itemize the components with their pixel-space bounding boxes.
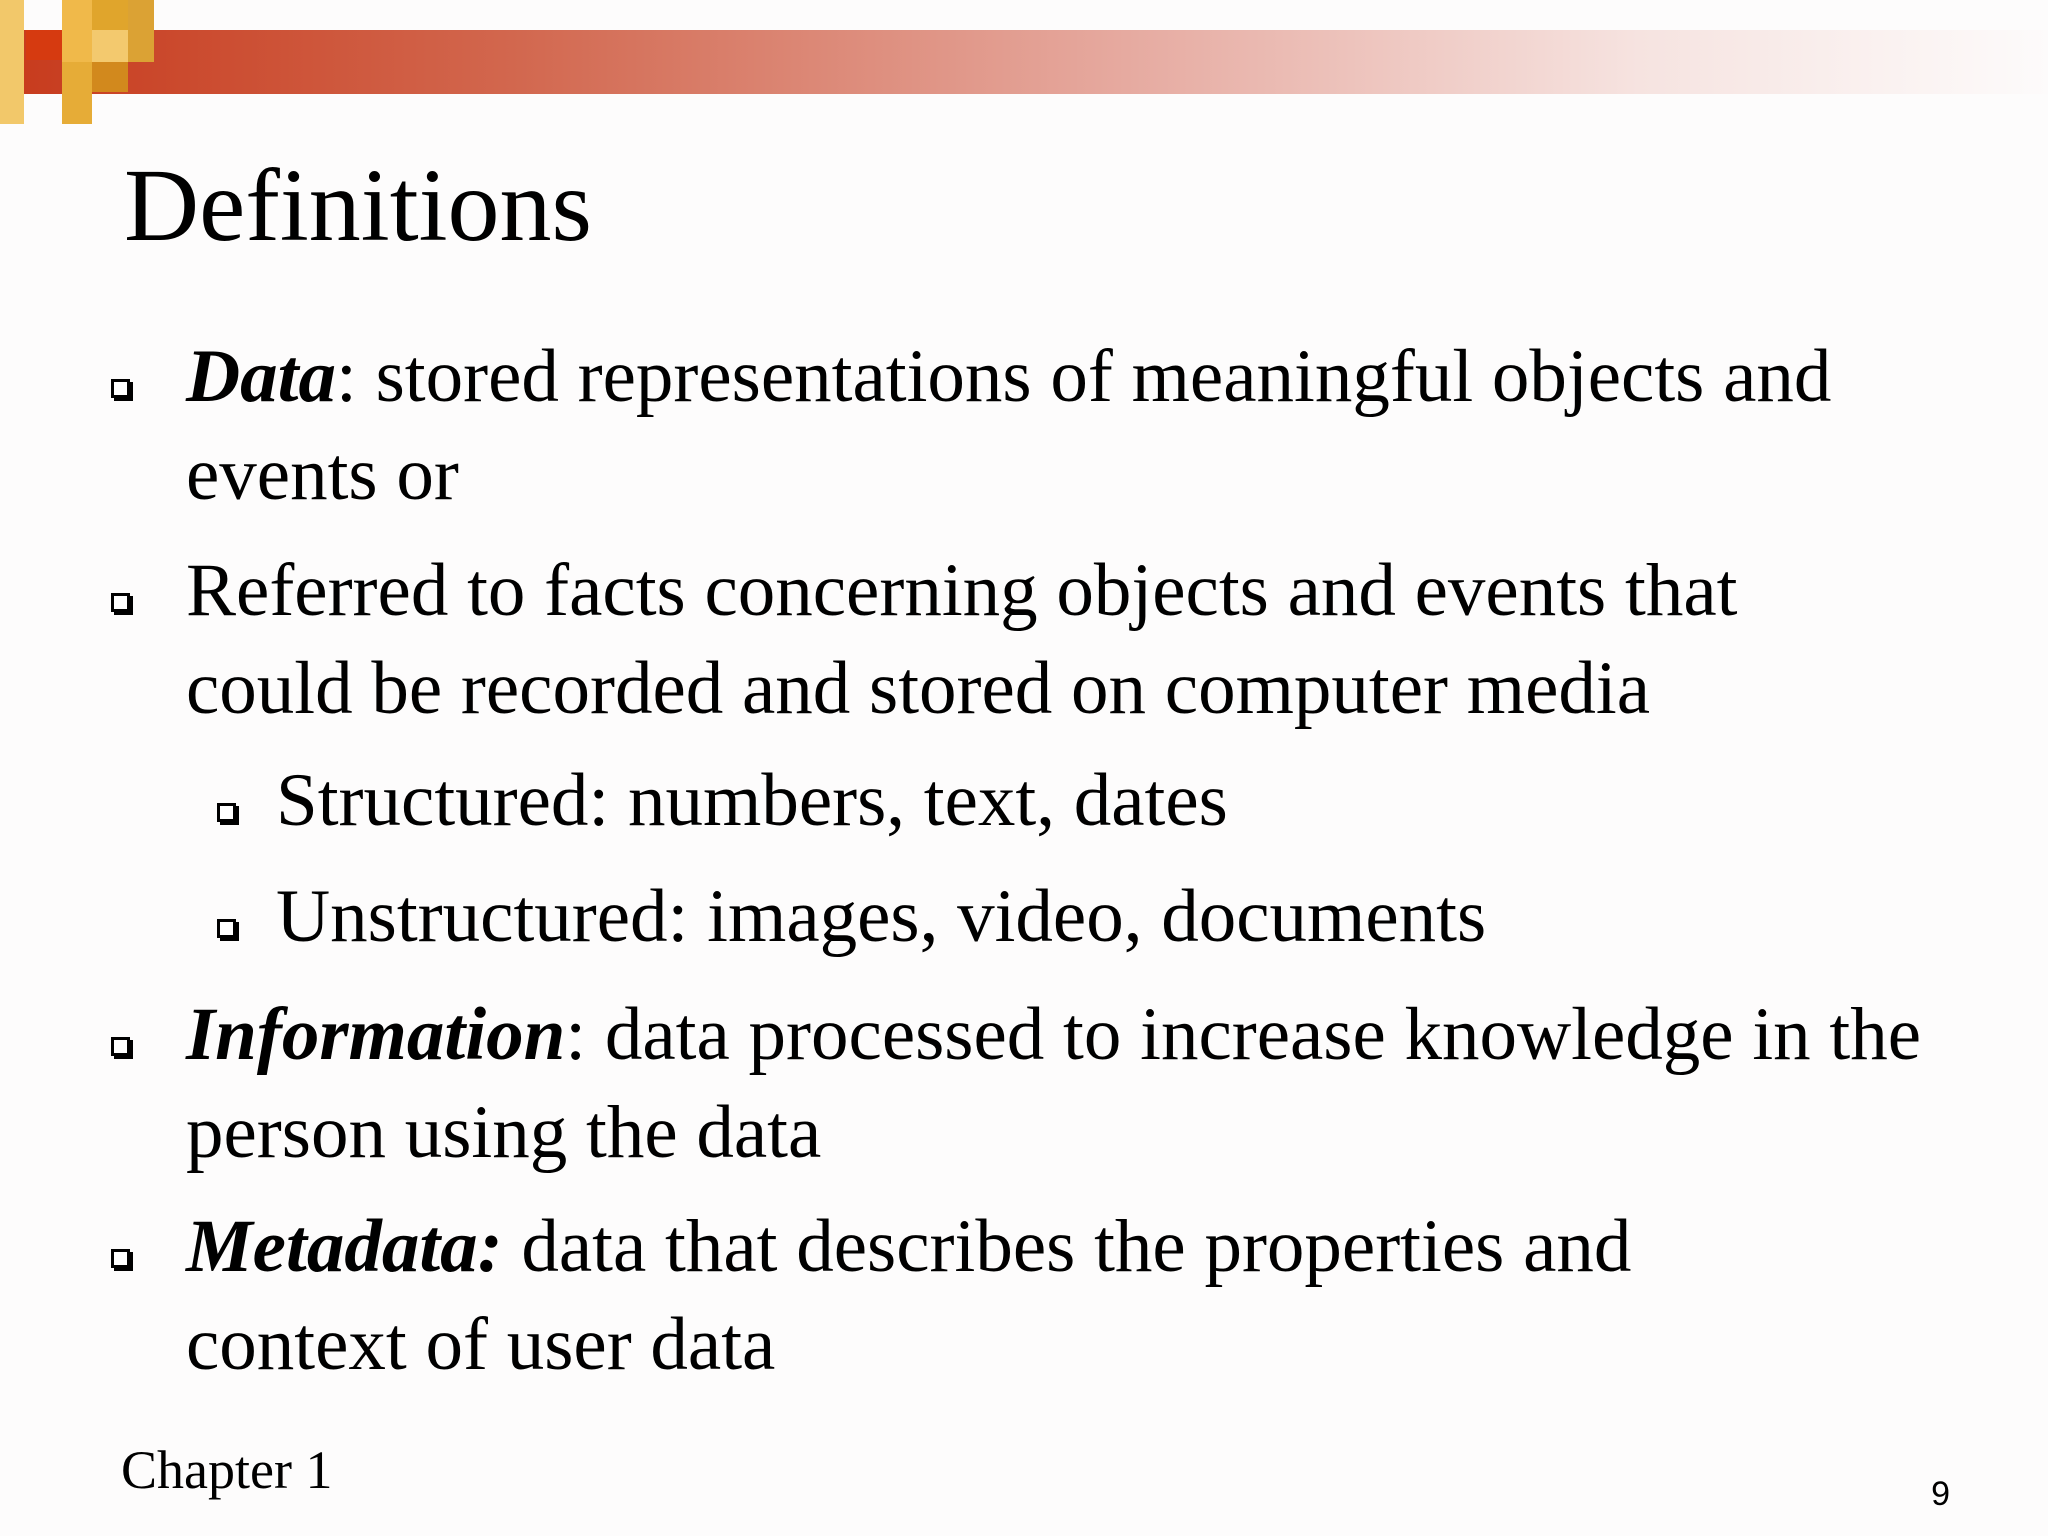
slide-title: Definitions [124, 148, 592, 263]
bullet-term: Metadata: [186, 1205, 503, 1288]
bullet-body: : data processed to increase knowledge in the person using the data [186, 993, 1922, 1174]
hollow-square-bullet-icon [217, 803, 236, 822]
bullet-text [186, 328, 1986, 524]
hollow-square-bullet-icon [111, 1249, 130, 1268]
hollow-square-bullet-icon [111, 593, 130, 612]
bullet-item-data [0, 328, 2048, 524]
bullet-text: Unstructured: images, video, documents [276, 875, 1487, 958]
decor-block [62, 62, 92, 124]
page-number: 9 [1931, 1475, 1950, 1513]
hollow-square-bullet-icon [111, 379, 130, 398]
bullet-term: Information [186, 993, 566, 1076]
decor-block [62, 0, 92, 62]
bullet-item-facts [0, 542, 2048, 738]
bullet-item-metadata [0, 1198, 2048, 1394]
hollow-square-bullet-icon [111, 1037, 130, 1056]
bullet-body: data that describes the properties and context of user data [186, 1205, 1632, 1386]
bullet-text [186, 1198, 1786, 1394]
header-gradient-bar [0, 30, 2048, 94]
decor-block [128, 0, 154, 62]
bullet-text: Structured: numbers, text, dates [276, 759, 1228, 842]
decor-block [0, 0, 24, 124]
bullet-item-information [0, 986, 2048, 1182]
bullet-text: Referred to facts concerning objects and events that could be recorded and stored on computer media [186, 549, 1738, 730]
footer-chapter: Chapter 1 [121, 1440, 333, 1500]
sub-bullet-item-unstructured [0, 868, 2048, 966]
sub-bullet-item-structured [0, 752, 2048, 850]
bullet-body: : stored representations of meaningful objects and events or [186, 335, 1832, 516]
bullet-text [186, 986, 1966, 1182]
hollow-square-bullet-icon [217, 919, 236, 938]
bullet-term: Data [186, 335, 336, 418]
decor-block [26, 30, 62, 60]
decor-block [92, 0, 128, 30]
decor-block [92, 30, 128, 62]
decor-block [92, 62, 128, 92]
